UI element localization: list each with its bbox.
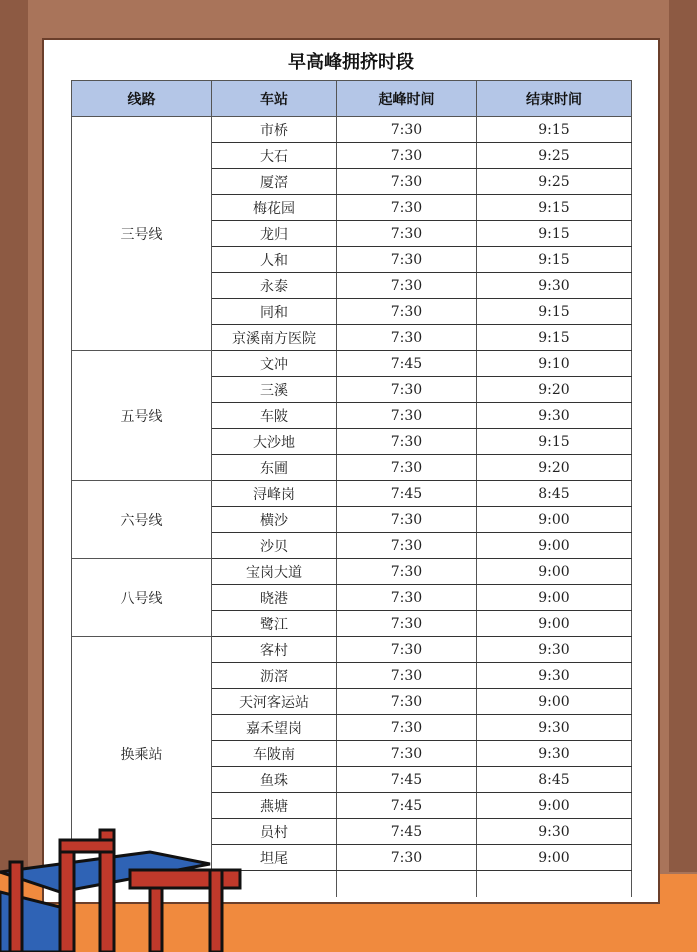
station-cell: 同和 [212, 299, 337, 325]
schedule-sheet [71, 46, 631, 897]
station-cell: 厦滘 [212, 169, 337, 195]
start-time-cell: 7:45 [337, 351, 477, 377]
line-name-cell: 八号线 [72, 559, 212, 637]
end-time-cell: 9:15 [477, 299, 632, 325]
table-row [72, 559, 632, 585]
start-time-cell: 7:30 [337, 143, 477, 169]
end-time-cell: 9:00 [477, 585, 632, 611]
table-body [72, 117, 632, 898]
end-time-cell: 9:15 [477, 429, 632, 455]
end-time-cell: 9:30 [477, 637, 632, 663]
station-cell: 沥滘 [212, 663, 337, 689]
station-cell: 梅花园 [212, 195, 337, 221]
start-time-cell: 7:30 [337, 559, 477, 585]
end-time-cell: 9:15 [477, 325, 632, 351]
start-time-cell: 7:30 [337, 637, 477, 663]
station-cell: 鱼珠 [212, 767, 337, 793]
station-cell: 大沙地 [212, 429, 337, 455]
start-time-cell: 7:45 [337, 767, 477, 793]
start-time-cell: 7:45 [337, 819, 477, 845]
wall-stripe-right [669, 0, 697, 952]
blank-cell [477, 871, 632, 898]
station-cell: 三溪 [212, 377, 337, 403]
start-time-cell: 7:30 [337, 325, 477, 351]
table-header-row [72, 81, 632, 117]
start-time-cell: 7:30 [337, 533, 477, 559]
station-cell: 车陂南 [212, 741, 337, 767]
station-cell: 坦尾 [212, 845, 337, 871]
table-row [72, 637, 632, 663]
line-name-cell: 六号线 [72, 481, 212, 559]
page-title: 早高峰拥挤时段 [288, 52, 414, 73]
start-time-cell: 7:30 [337, 611, 477, 637]
start-time-cell: 7:30 [337, 377, 477, 403]
end-time-cell: 9:00 [477, 507, 632, 533]
end-time-cell: 9:00 [477, 689, 632, 715]
station-cell: 市桥 [212, 117, 337, 143]
column-header-end: 结束时间 [477, 81, 632, 117]
column-header-start: 起峰时间 [337, 81, 477, 117]
end-time-cell: 9:15 [477, 221, 632, 247]
start-time-cell: 7:30 [337, 273, 477, 299]
station-cell: 永泰 [212, 273, 337, 299]
station-cell: 员村 [212, 819, 337, 845]
end-time-cell: 9:30 [477, 819, 632, 845]
station-cell: 浔峰岗 [212, 481, 337, 507]
table-row [72, 481, 632, 507]
blank-cell [337, 871, 477, 898]
station-cell: 文冲 [212, 351, 337, 377]
wall-stripe-left [0, 0, 28, 952]
end-time-cell: 9:20 [477, 377, 632, 403]
table-row [72, 117, 632, 143]
end-time-cell: 8:45 [477, 767, 632, 793]
line-name-cell: 三号线 [72, 117, 212, 351]
chair-icon [0, 812, 250, 952]
start-time-cell: 7:30 [337, 117, 477, 143]
end-time-cell: 9:10 [477, 351, 632, 377]
station-cell: 京溪南方医院 [212, 325, 337, 351]
end-time-cell: 9:20 [477, 455, 632, 481]
end-time-cell: 9:25 [477, 143, 632, 169]
start-time-cell: 7:30 [337, 403, 477, 429]
schedule-table [71, 80, 632, 897]
start-time-cell: 7:30 [337, 663, 477, 689]
station-cell: 嘉禾望岗 [212, 715, 337, 741]
start-time-cell: 7:30 [337, 715, 477, 741]
station-cell: 天河客运站 [212, 689, 337, 715]
column-header-station: 车站 [212, 81, 337, 117]
end-time-cell: 9:30 [477, 403, 632, 429]
end-time-cell: 9:00 [477, 533, 632, 559]
table-row [72, 351, 632, 377]
station-cell: 鹭江 [212, 611, 337, 637]
station-cell: 龙归 [212, 221, 337, 247]
station-cell: 宝岗大道 [212, 559, 337, 585]
start-time-cell: 7:30 [337, 455, 477, 481]
station-cell: 晓港 [212, 585, 337, 611]
end-time-cell: 9:30 [477, 663, 632, 689]
start-time-cell: 7:30 [337, 429, 477, 455]
station-cell: 燕塘 [212, 793, 337, 819]
start-time-cell: 7:30 [337, 845, 477, 871]
start-time-cell: 7:30 [337, 169, 477, 195]
start-time-cell: 7:30 [337, 585, 477, 611]
station-cell: 大石 [212, 143, 337, 169]
end-time-cell: 9:00 [477, 559, 632, 585]
station-cell: 客村 [212, 637, 337, 663]
start-time-cell: 7:30 [337, 689, 477, 715]
end-time-cell: 9:00 [477, 845, 632, 871]
start-time-cell: 7:30 [337, 247, 477, 273]
end-time-cell: 9:00 [477, 611, 632, 637]
end-time-cell: 9:30 [477, 741, 632, 767]
start-time-cell: 7:30 [337, 195, 477, 221]
start-time-cell: 7:45 [337, 481, 477, 507]
start-time-cell: 7:30 [337, 507, 477, 533]
end-time-cell: 9:30 [477, 273, 632, 299]
end-time-cell: 8:45 [477, 481, 632, 507]
start-time-cell: 7:30 [337, 741, 477, 767]
end-time-cell: 9:25 [477, 169, 632, 195]
paper-sheet [44, 40, 658, 902]
station-cell: 东圃 [212, 455, 337, 481]
station-cell: 沙贝 [212, 533, 337, 559]
station-cell: 横沙 [212, 507, 337, 533]
end-time-cell: 9:15 [477, 195, 632, 221]
station-cell: 人和 [212, 247, 337, 273]
line-name-cell: 五号线 [72, 351, 212, 481]
end-time-cell: 9:15 [477, 247, 632, 273]
line-name-cell: 换乘站 [72, 637, 212, 871]
station-cell: 车陂 [212, 403, 337, 429]
start-time-cell: 7:30 [337, 221, 477, 247]
start-time-cell: 7:45 [337, 793, 477, 819]
end-time-cell: 9:15 [477, 117, 632, 143]
start-time-cell: 7:30 [337, 299, 477, 325]
end-time-cell: 9:30 [477, 715, 632, 741]
end-time-cell: 9:00 [477, 793, 632, 819]
column-header-line: 线路 [72, 81, 212, 117]
